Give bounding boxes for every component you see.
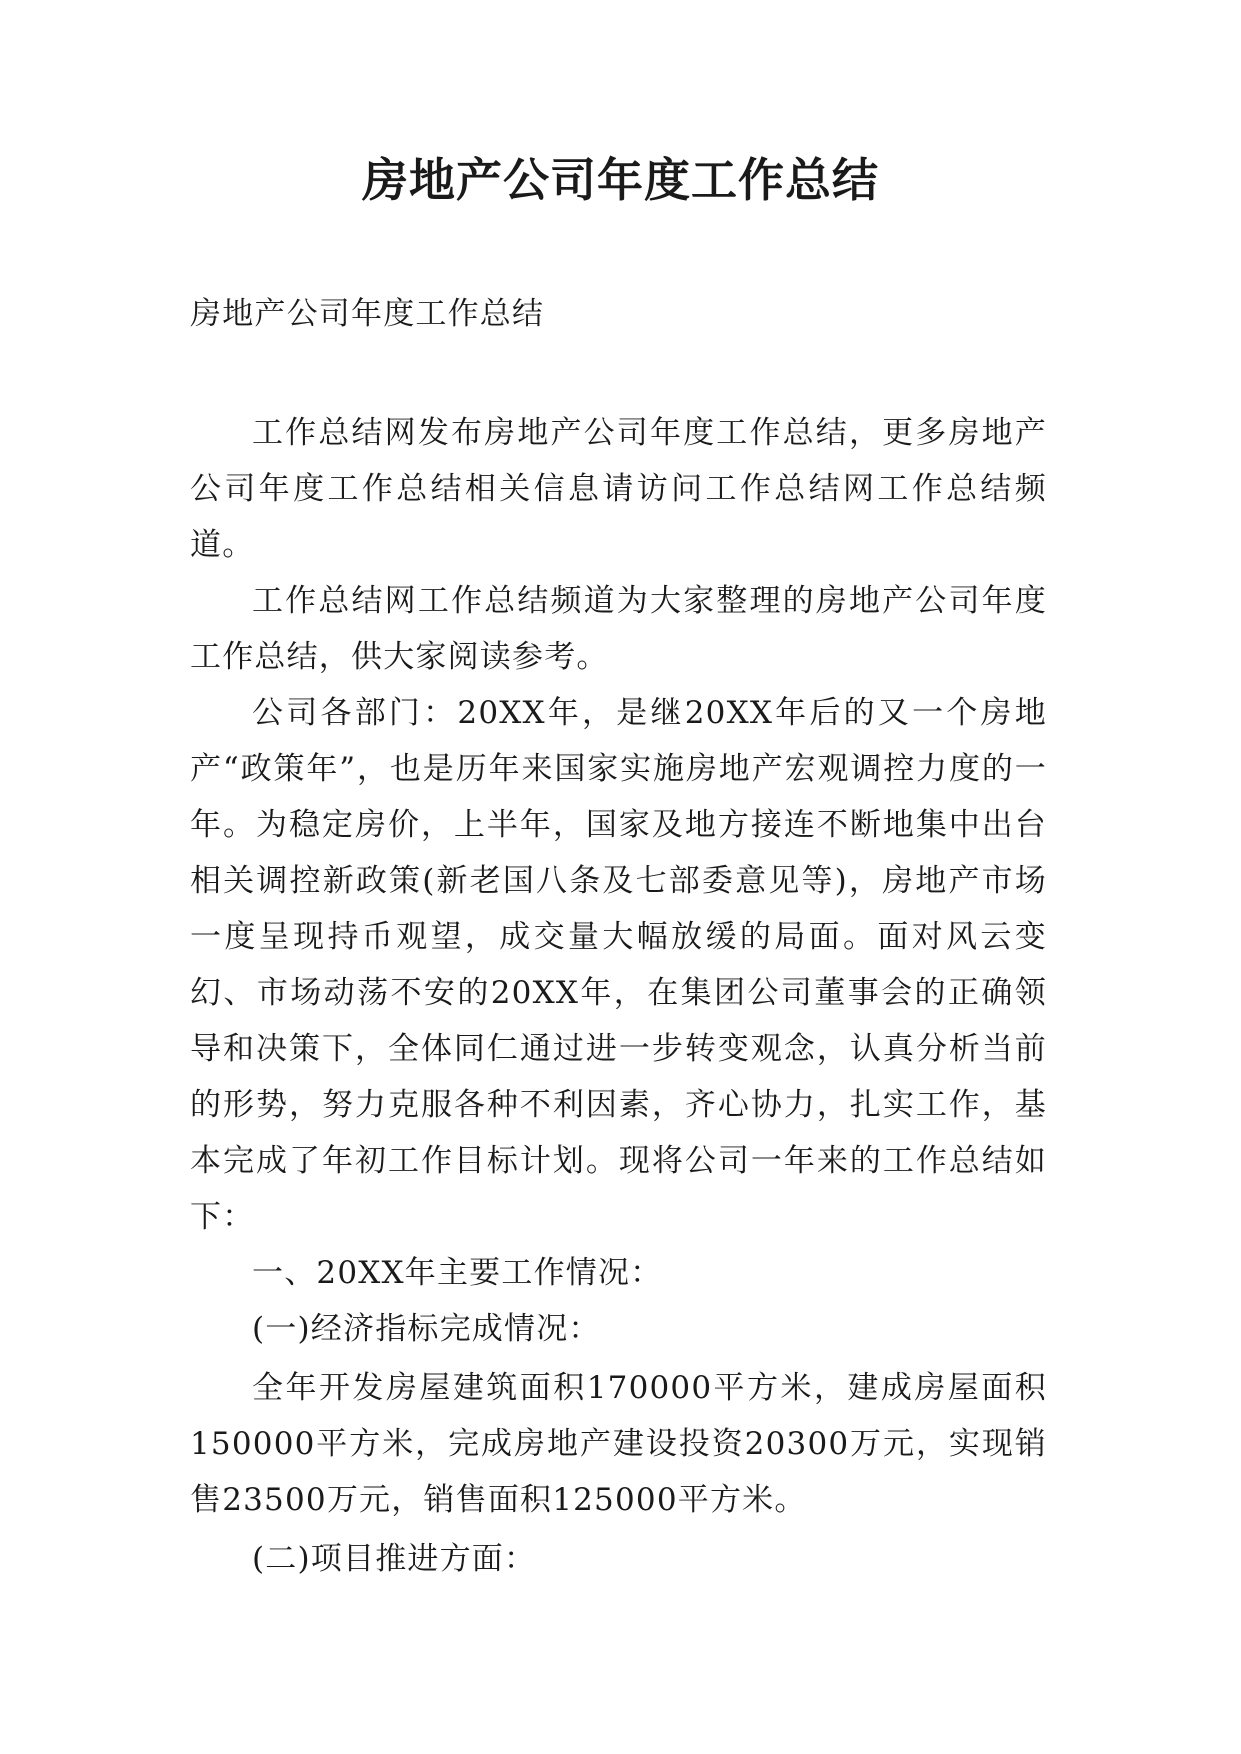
section-heading-1: 一、20XX年主要工作情况： (252, 1255, 663, 1291)
subsection-heading-2: (二)项目推进方面： (252, 1541, 537, 1577)
paragraph-intro: 工作总结网发布房地产公司年度工作总结，更多房地产公司年度工作总结相关信息请访问工作总结网工作总结频道。 (190, 415, 1047, 563)
paragraph-overview: 公司各部门：20XX年，是继20XX年后的又一个房地产“政策年”，也是历年来国家实施房地产宏观调控力度的一年。为稳定房价，上半年，国家及地方接连不断地集中出台相关调控新政策(新老国八条及七部委意见等)，房地产市场一度呈现持币观望，成交量大幅放缓的局面。面对风云变幻、市场动荡不安的20XX年，在集团公司董事会的正确领导和决策下，全体同仁通过进一步转变观念，认真分析当前的形势，努力克服各种不利因素，齐心协力，扎实工作，基本完成了年初工作目标计划。现将公司一年来的工作总结如下： (190, 695, 1047, 1235)
document-subtitle: 房地产公司年度工作总结 (190, 296, 545, 332)
paragraph-note: 工作总结网工作总结频道为大家整理的房地产公司年度工作总结，供大家阅读参考。 (190, 583, 1047, 675)
document-body (190, 405, 1047, 1587)
document-title: 房地产公司年度工作总结 (362, 153, 879, 207)
subsection-heading-1: (一)经济指标完成情况： (252, 1311, 601, 1347)
paragraph-economic-indicators: 全年开发房屋建筑面积170000平方米，建成房屋面积150000平方米，完成房地产建设投资20300万元，实现销售23500万元，销售面积125000平方米。 (190, 1370, 1047, 1518)
